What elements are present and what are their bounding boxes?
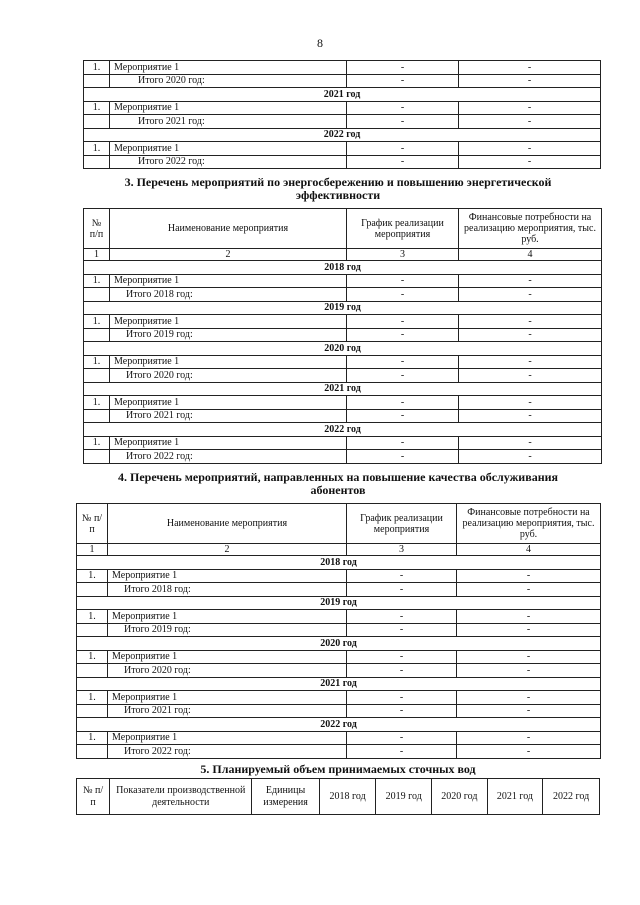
total-row [84, 369, 602, 383]
year-label: 2021 год [84, 88, 601, 102]
year-label: 2022 год [84, 423, 602, 437]
section4-table [76, 503, 601, 759]
empty-cell [77, 704, 108, 718]
item-name: Мероприятие 1 [110, 101, 347, 115]
item-schedule: - [347, 315, 459, 329]
item-row [84, 61, 601, 75]
col-number: 3 [347, 249, 459, 261]
item-row [84, 355, 602, 369]
total-schedule: - [347, 328, 459, 342]
item-schedule: - [347, 691, 457, 705]
year-row [84, 261, 602, 275]
col-number: 4 [457, 544, 601, 556]
header-num: № п/п [77, 504, 108, 544]
item-name: Мероприятие 1 [110, 315, 347, 329]
section5-title: 5. Планируемый объем принимаемых сточных вод [200, 762, 476, 776]
total-row [77, 745, 601, 759]
header-num: № п/п [84, 209, 110, 249]
total-row [84, 450, 602, 464]
total-finance: - [459, 328, 602, 342]
section3-title [76, 176, 600, 202]
total-finance: - [459, 409, 602, 423]
total-finance: - [459, 288, 602, 302]
col-number: 1 [77, 544, 108, 556]
total-label: Итого 2020 год: [110, 369, 347, 383]
total-finance: - [457, 664, 601, 678]
total-row [84, 74, 601, 88]
total-schedule: - [347, 409, 459, 423]
item-number: 1. [84, 396, 110, 410]
total-schedule: - [347, 155, 459, 169]
item-number: 1. [77, 610, 108, 624]
item-number: 1. [77, 731, 108, 745]
total-row [77, 664, 601, 678]
item-name: Мероприятие 1 [108, 569, 347, 583]
header-year-2019: 2019 год [376, 779, 432, 815]
total-schedule: - [347, 623, 457, 637]
item-finance: - [457, 569, 601, 583]
col-number: 2 [110, 249, 347, 261]
section3-table-body [84, 261, 602, 464]
total-row [84, 115, 601, 129]
total-finance: - [457, 623, 601, 637]
total-label: Итого 2021 год: [110, 115, 347, 129]
total-schedule: - [347, 74, 459, 88]
year-row [84, 423, 602, 437]
total-finance: - [459, 74, 601, 88]
item-schedule: - [347, 610, 457, 624]
total-row [84, 155, 601, 169]
section3-table [83, 208, 602, 464]
total-row [77, 623, 601, 637]
empty-cell [84, 155, 110, 169]
empty-cell [84, 74, 110, 88]
year-row [84, 342, 602, 356]
continuation-table-body [84, 61, 601, 169]
item-finance: - [459, 274, 602, 288]
total-label: Итого 2021 год: [110, 409, 347, 423]
empty-cell [77, 664, 108, 678]
empty-cell [84, 288, 110, 302]
total-schedule: - [347, 115, 459, 129]
total-finance: - [457, 704, 601, 718]
header-schedule: График реализации мероприятия [347, 504, 457, 544]
item-finance: - [457, 650, 601, 664]
year-label: 2020 год [84, 342, 602, 356]
item-schedule: - [347, 142, 459, 156]
item-name: Мероприятие 1 [110, 142, 347, 156]
col-number: 3 [347, 544, 457, 556]
item-row [77, 731, 601, 745]
item-name: Мероприятие 1 [110, 436, 347, 450]
item-number: 1. [84, 101, 110, 115]
year-row [77, 556, 601, 570]
item-finance: - [459, 101, 601, 115]
total-row [77, 583, 601, 597]
item-name: Мероприятие 1 [110, 355, 347, 369]
item-row [84, 142, 601, 156]
total-row [84, 328, 602, 342]
item-number: 1. [84, 61, 110, 75]
header-name: Наименование мероприятия [108, 504, 347, 544]
year-row [84, 88, 601, 102]
header-finance: Финансовые потребности на реализацию мероприятия, тыс. руб. [459, 209, 602, 249]
item-schedule: - [347, 61, 459, 75]
total-schedule: - [347, 583, 457, 597]
total-schedule: - [347, 369, 459, 383]
item-schedule: - [347, 731, 457, 745]
year-label: 2019 год [84, 301, 602, 315]
item-finance: - [459, 436, 602, 450]
header-year-2018: 2018 год [319, 779, 376, 815]
item-number: 1. [77, 569, 108, 583]
total-row [77, 704, 601, 718]
header-units: Единицы измерения [252, 779, 319, 815]
year-row [77, 637, 601, 651]
item-row [77, 610, 601, 624]
item-schedule: - [347, 274, 459, 288]
item-number: 1. [84, 436, 110, 450]
item-finance: - [459, 61, 601, 75]
header-num: № п/п [77, 779, 110, 815]
item-finance: - [457, 691, 601, 705]
total-finance: - [459, 115, 601, 129]
year-row [77, 596, 601, 610]
item-row [77, 569, 601, 583]
year-label: 2022 год [84, 128, 601, 142]
year-row [77, 718, 601, 732]
year-label: 2021 год [84, 382, 602, 396]
total-label: Итого 2019 год: [110, 328, 347, 342]
total-row [84, 288, 602, 302]
empty-cell [77, 745, 108, 759]
year-row [77, 677, 601, 691]
item-schedule: - [347, 569, 457, 583]
total-finance: - [457, 583, 601, 597]
item-finance: - [457, 731, 601, 745]
item-number: 1. [84, 315, 110, 329]
total-finance: - [459, 450, 602, 464]
item-name: Мероприятие 1 [110, 61, 347, 75]
year-label: 2018 год [77, 556, 601, 570]
total-label: Итого 2018 год: [110, 288, 347, 302]
item-finance: - [457, 610, 601, 624]
total-label: Итого 2019 год: [108, 623, 347, 637]
item-finance: - [459, 142, 601, 156]
item-number: 1. [84, 274, 110, 288]
total-schedule: - [347, 745, 457, 759]
total-label: Итого 2021 год: [108, 704, 347, 718]
item-schedule: - [347, 101, 459, 115]
section4-title-line1: 4. Перечень мероприятий, направленных на повышение качества обслуживания [117, 470, 559, 484]
item-row [77, 650, 601, 664]
total-label: Итого 2022 год: [110, 450, 347, 464]
total-label: Итого 2022 год: [108, 745, 347, 759]
empty-cell [84, 115, 110, 129]
year-label: 2020 год [77, 637, 601, 651]
section4-title-line2: абонентов [310, 483, 366, 497]
empty-cell [77, 583, 108, 597]
item-name: Мероприятие 1 [108, 691, 347, 705]
item-finance: - [459, 315, 602, 329]
section4-table-body [77, 556, 601, 759]
item-row [84, 101, 601, 115]
total-schedule: - [347, 450, 459, 464]
total-label: Итого 2018 год: [108, 583, 347, 597]
item-finance: - [459, 355, 602, 369]
header-year-2022: 2022 год [543, 779, 600, 815]
year-label: 2022 год [77, 718, 601, 732]
empty-cell [84, 409, 110, 423]
continuation-table [83, 60, 601, 169]
section4-title [76, 471, 600, 497]
year-row [84, 301, 602, 315]
header-schedule: График реализации мероприятия [347, 209, 459, 249]
item-row [84, 396, 602, 410]
total-label: Итого 2022 год: [110, 155, 347, 169]
empty-cell [84, 369, 110, 383]
total-row [84, 409, 602, 423]
header-year-2021: 2021 год [487, 779, 543, 815]
year-label: 2019 год [77, 596, 601, 610]
year-row [84, 382, 602, 396]
year-label: 2018 год [84, 261, 602, 275]
col-number: 1 [84, 249, 110, 261]
total-finance: - [459, 369, 602, 383]
total-label: Итого 2020 год: [108, 664, 347, 678]
item-name: Мероприятие 1 [108, 731, 347, 745]
total-schedule: - [347, 704, 457, 718]
total-label: Итого 2020 год: [110, 74, 347, 88]
item-number: 1. [84, 142, 110, 156]
item-name: Мероприятие 1 [108, 610, 347, 624]
year-label: 2021 год [77, 677, 601, 691]
section5-header-row [77, 779, 600, 815]
item-row [84, 274, 602, 288]
item-finance: - [459, 396, 602, 410]
empty-cell [77, 623, 108, 637]
empty-cell [84, 328, 110, 342]
total-finance: - [459, 155, 601, 169]
item-row [77, 691, 601, 705]
header-year-2020: 2020 год [432, 779, 488, 815]
item-name: Мероприятие 1 [108, 650, 347, 664]
item-row [84, 436, 602, 450]
col-number: 4 [459, 249, 602, 261]
total-schedule: - [347, 664, 457, 678]
empty-cell [84, 450, 110, 464]
item-number: 1. [77, 691, 108, 705]
year-row [84, 128, 601, 142]
header-indicators: Показатели производственной деятельности [110, 779, 252, 815]
section3-title-line1: 3. Перечень мероприятий по энергосбережению и повышению энергетической [124, 175, 552, 189]
item-number: 1. [77, 650, 108, 664]
page-number: 8 [317, 36, 323, 50]
item-schedule: - [347, 355, 459, 369]
header-finance: Финансовые потребности на реализацию мероприятия, тыс. руб. [457, 504, 601, 544]
item-row [84, 315, 602, 329]
item-schedule: - [347, 396, 459, 410]
col-number: 2 [108, 544, 347, 556]
header-name: Наименование мероприятия [110, 209, 347, 249]
item-name: Мероприятие 1 [110, 396, 347, 410]
item-schedule: - [347, 650, 457, 664]
section5-table [76, 778, 600, 815]
item-name: Мероприятие 1 [110, 274, 347, 288]
section3-title-line2: эффективности [295, 188, 381, 202]
item-schedule: - [347, 436, 459, 450]
total-schedule: - [347, 288, 459, 302]
item-number: 1. [84, 355, 110, 369]
total-finance: - [457, 745, 601, 759]
